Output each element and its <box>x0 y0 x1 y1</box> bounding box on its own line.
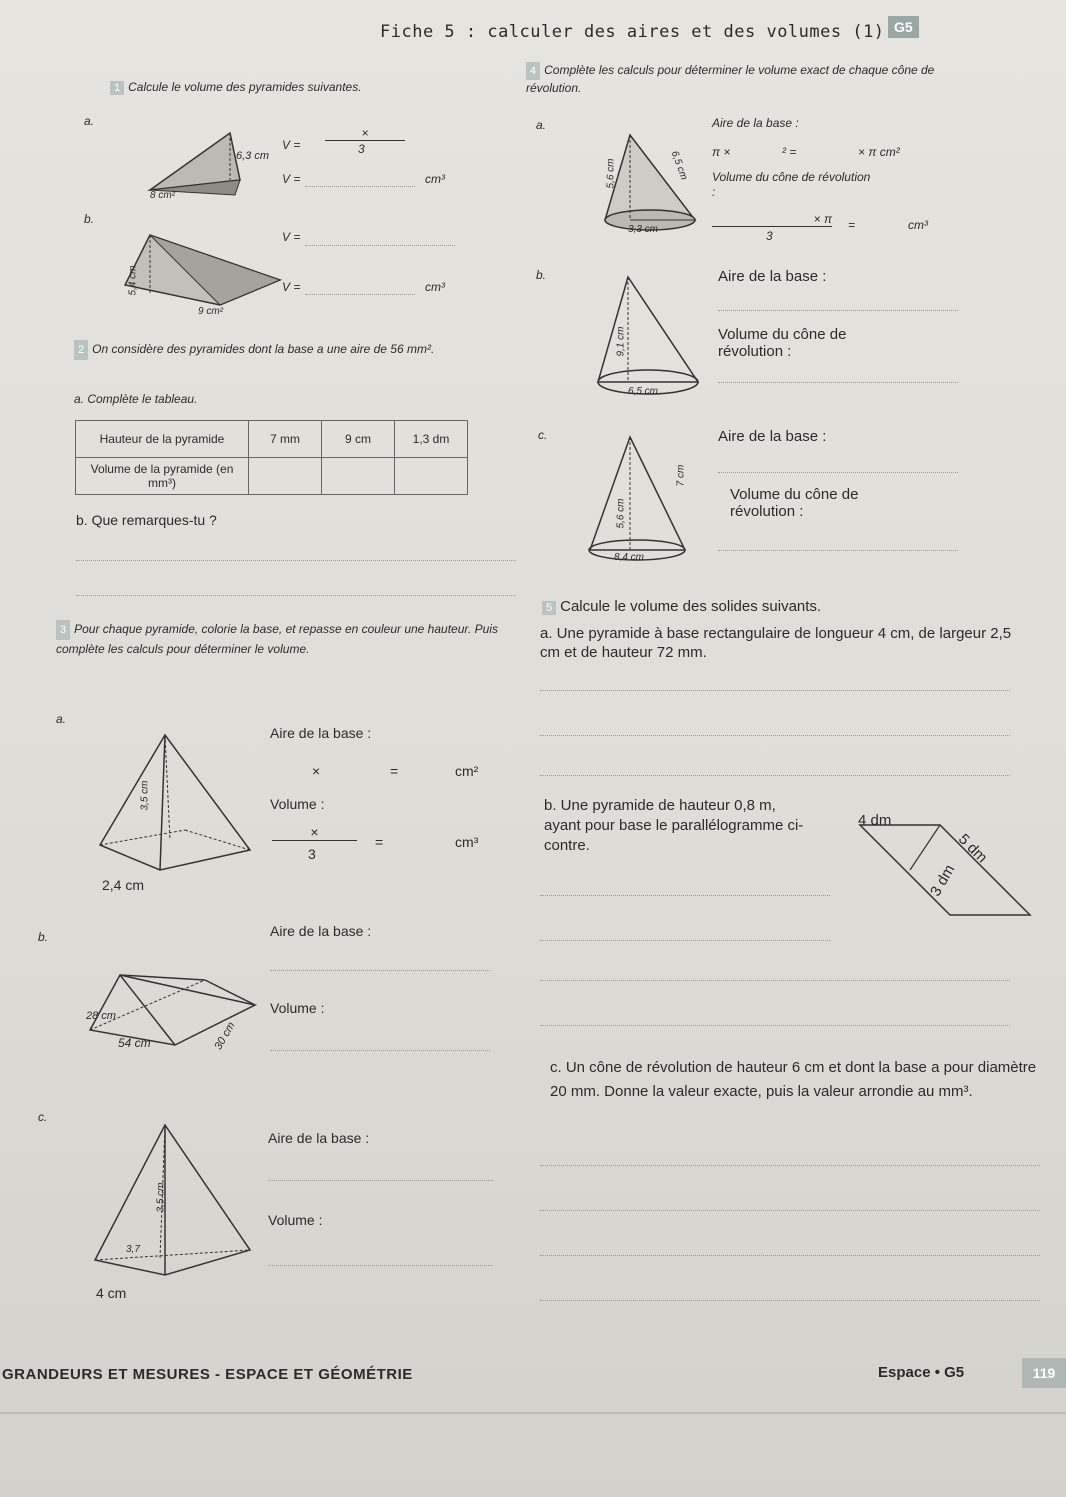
ex2-number: 2 <box>74 340 88 360</box>
ex3-c-dim-c: 3,7 <box>126 1244 140 1255</box>
ex3-a-base-label: Aire de la base : <box>270 725 372 741</box>
ex5-b-line4 <box>540 1025 1010 1026</box>
ex5-c-line3 <box>540 1255 1040 1256</box>
ex2-b-text: b. Que remarques-tu ? <box>76 512 217 528</box>
ex1-a-frac-den: 3 <box>358 142 365 156</box>
ex4-b-dim-h: 9,1 cm <box>615 326 627 357</box>
ex1-a-label: a. <box>84 114 95 128</box>
ex2-b-line1 <box>76 560 516 561</box>
ex3-number: 3 <box>56 620 70 640</box>
ex3-b-volume-label: Volume : <box>270 1000 325 1016</box>
ex3-c-line2 <box>268 1265 493 1266</box>
ex4-a-unit3: cm³ <box>908 218 928 232</box>
ex1-b-formula1: V = <box>282 230 301 244</box>
ex2-row1-header: Hauteur de la pyramide <box>76 421 249 458</box>
ex1-a-height: 6,3 cm <box>236 150 270 162</box>
ex3-b-dim-h: 28 cm <box>86 1010 116 1022</box>
ex3-c-pyramid-figure <box>85 1120 260 1285</box>
ex1-text: Calcule le volume des pyramides suivantes. <box>128 80 362 94</box>
ex4-text: Complète les calculs pour déterminer le volume exact de chaque cône de révolution. <box>526 63 935 95</box>
ex5-instruction <box>542 598 821 615</box>
ex4-a-dim-h: 5,6 cm <box>605 158 617 189</box>
ex4-c-base-label: Aire de la base : <box>718 428 827 445</box>
ex5-c-line4 <box>540 1300 1040 1301</box>
ex4-a-frac-top: × π <box>712 212 832 227</box>
page-bottom-edge <box>0 1412 1066 1414</box>
ex4-a-vol-label: Volume du cône de révolution : <box>712 170 871 199</box>
ex3-c-volume-label: Volume : <box>268 1212 323 1228</box>
ex4-a-equals: = <box>848 218 856 232</box>
ex4-a-sq: ² = <box>782 145 797 159</box>
ex3-text: Pour chaque pyramide, colorie la base, et repasse en couleur une hauteur. Puis complète les calculs pour déterminer le volume. <box>56 622 498 656</box>
ex4-c-vol-label: Volume du cône de révolution : <box>730 486 859 520</box>
ex3-a-frac-den: 3 <box>308 846 316 862</box>
ex4-a-dim-r: 3,3 cm <box>628 224 659 235</box>
ex5-b-dim-d2: 5 dm <box>954 830 991 867</box>
footer-section-title: GRANDEURS ET MESURES - ESPACE ET GÉOMÉTRIE <box>2 1366 413 1383</box>
chapter-badge: G5 <box>888 16 919 38</box>
page-title: Fiche 5 : calculer des aires et des volumes (1) <box>380 22 885 42</box>
ex2-volume-cell-2[interactable] <box>322 458 395 495</box>
ex4-c-dim-g: 7 cm <box>675 464 687 487</box>
ex4-a-base-label: Aire de la base : <box>712 116 799 130</box>
footer-chapter: Espace • G5 <box>878 1364 965 1381</box>
ex1-a-answer-line <box>305 186 415 187</box>
ex1-a-formula2: V = <box>282 172 301 186</box>
ex3-c-dim-base: 4 cm <box>96 1285 127 1301</box>
ex3-a-unit3: cm³ <box>455 834 479 850</box>
ex3-c-base-label: Aire de la base : <box>268 1130 370 1146</box>
ex2-row2-header: Volume de la pyramide (en mm³) <box>76 458 249 495</box>
ex1-b-unit: cm³ <box>425 280 445 294</box>
ex4-c-line1 <box>718 472 958 473</box>
ex2-volume-cell-3[interactable] <box>395 458 468 495</box>
ex1-a-formula1: V = <box>282 138 301 152</box>
ex1-a-unit: cm³ <box>425 172 445 186</box>
ex5-b-text: b. Une pyramide de hauteur 0,8 m, ayant pour base le parallélogramme ci-contre. <box>544 797 804 854</box>
ex4-a-label: a. <box>536 118 547 132</box>
ex3-c-dim-h: 3,5 cm <box>155 1182 167 1213</box>
ex3-a-height-dim: 3,5 cm <box>139 780 151 811</box>
ex4-b-dim-r: 6,5 cm <box>628 386 659 397</box>
ex3-instruction <box>56 620 526 658</box>
ex5-b-line1 <box>540 895 830 896</box>
ex3-b-line2 <box>270 1050 490 1051</box>
ex2-height-3: 1,3 dm <box>395 421 468 458</box>
ex5-a-line3 <box>540 775 1010 776</box>
ex1-b-label: b. <box>84 212 95 226</box>
ex4-a-cone-figure <box>600 130 720 240</box>
ex2-instruction <box>74 340 514 360</box>
ex3-a-frac-top: × <box>272 824 357 841</box>
ex5-b-dim-d3: 3 dm <box>926 861 959 900</box>
ex1-a-pyramid-figure <box>140 125 250 200</box>
ex5-c-line2 <box>540 1210 1040 1211</box>
ex4-c-dim-d: 8,4 cm <box>614 552 645 563</box>
ex4-c-dim-h: 5,6 cm <box>615 498 627 529</box>
ex5-text: Calcule le volume des solides suivants. <box>560 598 822 615</box>
ex3-a-times: × <box>312 763 321 779</box>
ex4-a-unit: × π cm² <box>858 145 900 159</box>
ex3-b-base-label: Aire de la base : <box>270 923 372 939</box>
ex4-instruction <box>526 62 946 96</box>
ex4-b-vol-label: Volume du cône de révolution : <box>718 326 847 360</box>
ex3-c-label: c. <box>38 1110 48 1124</box>
ex3-a-pyramid-figure <box>90 730 260 880</box>
ex2-table <box>75 420 468 495</box>
ex2-volume-cell-1[interactable] <box>249 458 322 495</box>
ex5-b-line3 <box>540 980 1010 981</box>
ex3-b-dim-b: 30 cm <box>212 1020 238 1052</box>
ex1-a-frac-top: × <box>325 126 405 141</box>
ex4-c-cone-figure <box>585 432 715 567</box>
ex5-a-line1 <box>540 690 1010 691</box>
ex4-c-label: c. <box>538 428 548 442</box>
ex3-b-pyramid-figure <box>85 950 265 1055</box>
ex1-b-answer-line1 <box>305 245 455 246</box>
ex4-b-line2 <box>718 382 958 383</box>
ex1-a-base: 8 cm² <box>150 190 175 201</box>
ex1-b-answer-line2 <box>305 294 415 295</box>
ex4-number: 4 <box>526 62 540 80</box>
ex5-b-dim-d1: 4 dm <box>858 812 892 829</box>
ex4-c-line2 <box>718 550 958 551</box>
ex4-a-pi: π × <box>712 145 731 159</box>
ex2-height-1: 7 mm <box>249 421 322 458</box>
ex1-b-base: 9 cm² <box>198 306 223 317</box>
ex2-a-text: a. Complète le tableau. <box>74 392 198 406</box>
ex1-b-formula2: V = <box>282 280 301 294</box>
ex3-a-equals: = <box>390 763 399 779</box>
ex5-number: 5 <box>542 601 556 615</box>
ex1-instruction <box>110 80 362 95</box>
ex5-c-text: c. Un cône de révolution de hauteur 6 cm et dont la base a pour diamètre 20 mm. Donne la valeur exacte, puis la valeur arrondie au mm³. <box>550 1059 1037 1100</box>
page-number: 119 <box>1022 1358 1066 1388</box>
ex3-b-label: b. <box>38 930 49 944</box>
ex1-number: 1 <box>110 81 124 95</box>
ex3-b-line1 <box>270 970 490 971</box>
ex2-height-2: 9 cm <box>322 421 395 458</box>
ex3-a-side-dim: 2,4 cm <box>102 877 145 893</box>
ex3-a-label: a. <box>56 712 67 726</box>
ex4-b-line1 <box>718 310 958 311</box>
ex3-a-volume-label: Volume : <box>270 796 325 812</box>
ex4-b-base-label: Aire de la base : <box>718 268 827 285</box>
ex2-text: On considère des pyramides dont la base a une aire de 56 mm². <box>92 342 435 356</box>
ex3-c-line1 <box>268 1180 493 1181</box>
ex4-b-label: b. <box>536 268 547 282</box>
ex3-a-equals2: = <box>375 834 384 850</box>
ex5-a-line2 <box>540 735 1010 736</box>
ex2-b-line2 <box>76 595 516 596</box>
ex4-a-dim-g: 6,5 cm <box>668 149 690 182</box>
ex1-b-height: 5,4 cm <box>127 265 139 296</box>
ex5-c-line1 <box>540 1165 1040 1166</box>
ex4-a-frac-den: 3 <box>766 229 773 243</box>
ex4-b-cone-figure <box>588 272 713 402</box>
ex3-a-unit: cm² <box>455 763 479 779</box>
ex5-b-line2 <box>540 940 830 941</box>
ex5-a-text: a. Une pyramide à base rectangulaire de longueur 4 cm, de largeur 2,5 cm et de hauteur 72 mm. <box>540 625 1012 661</box>
ex3-b-dim-a: 54 cm <box>118 1036 151 1050</box>
